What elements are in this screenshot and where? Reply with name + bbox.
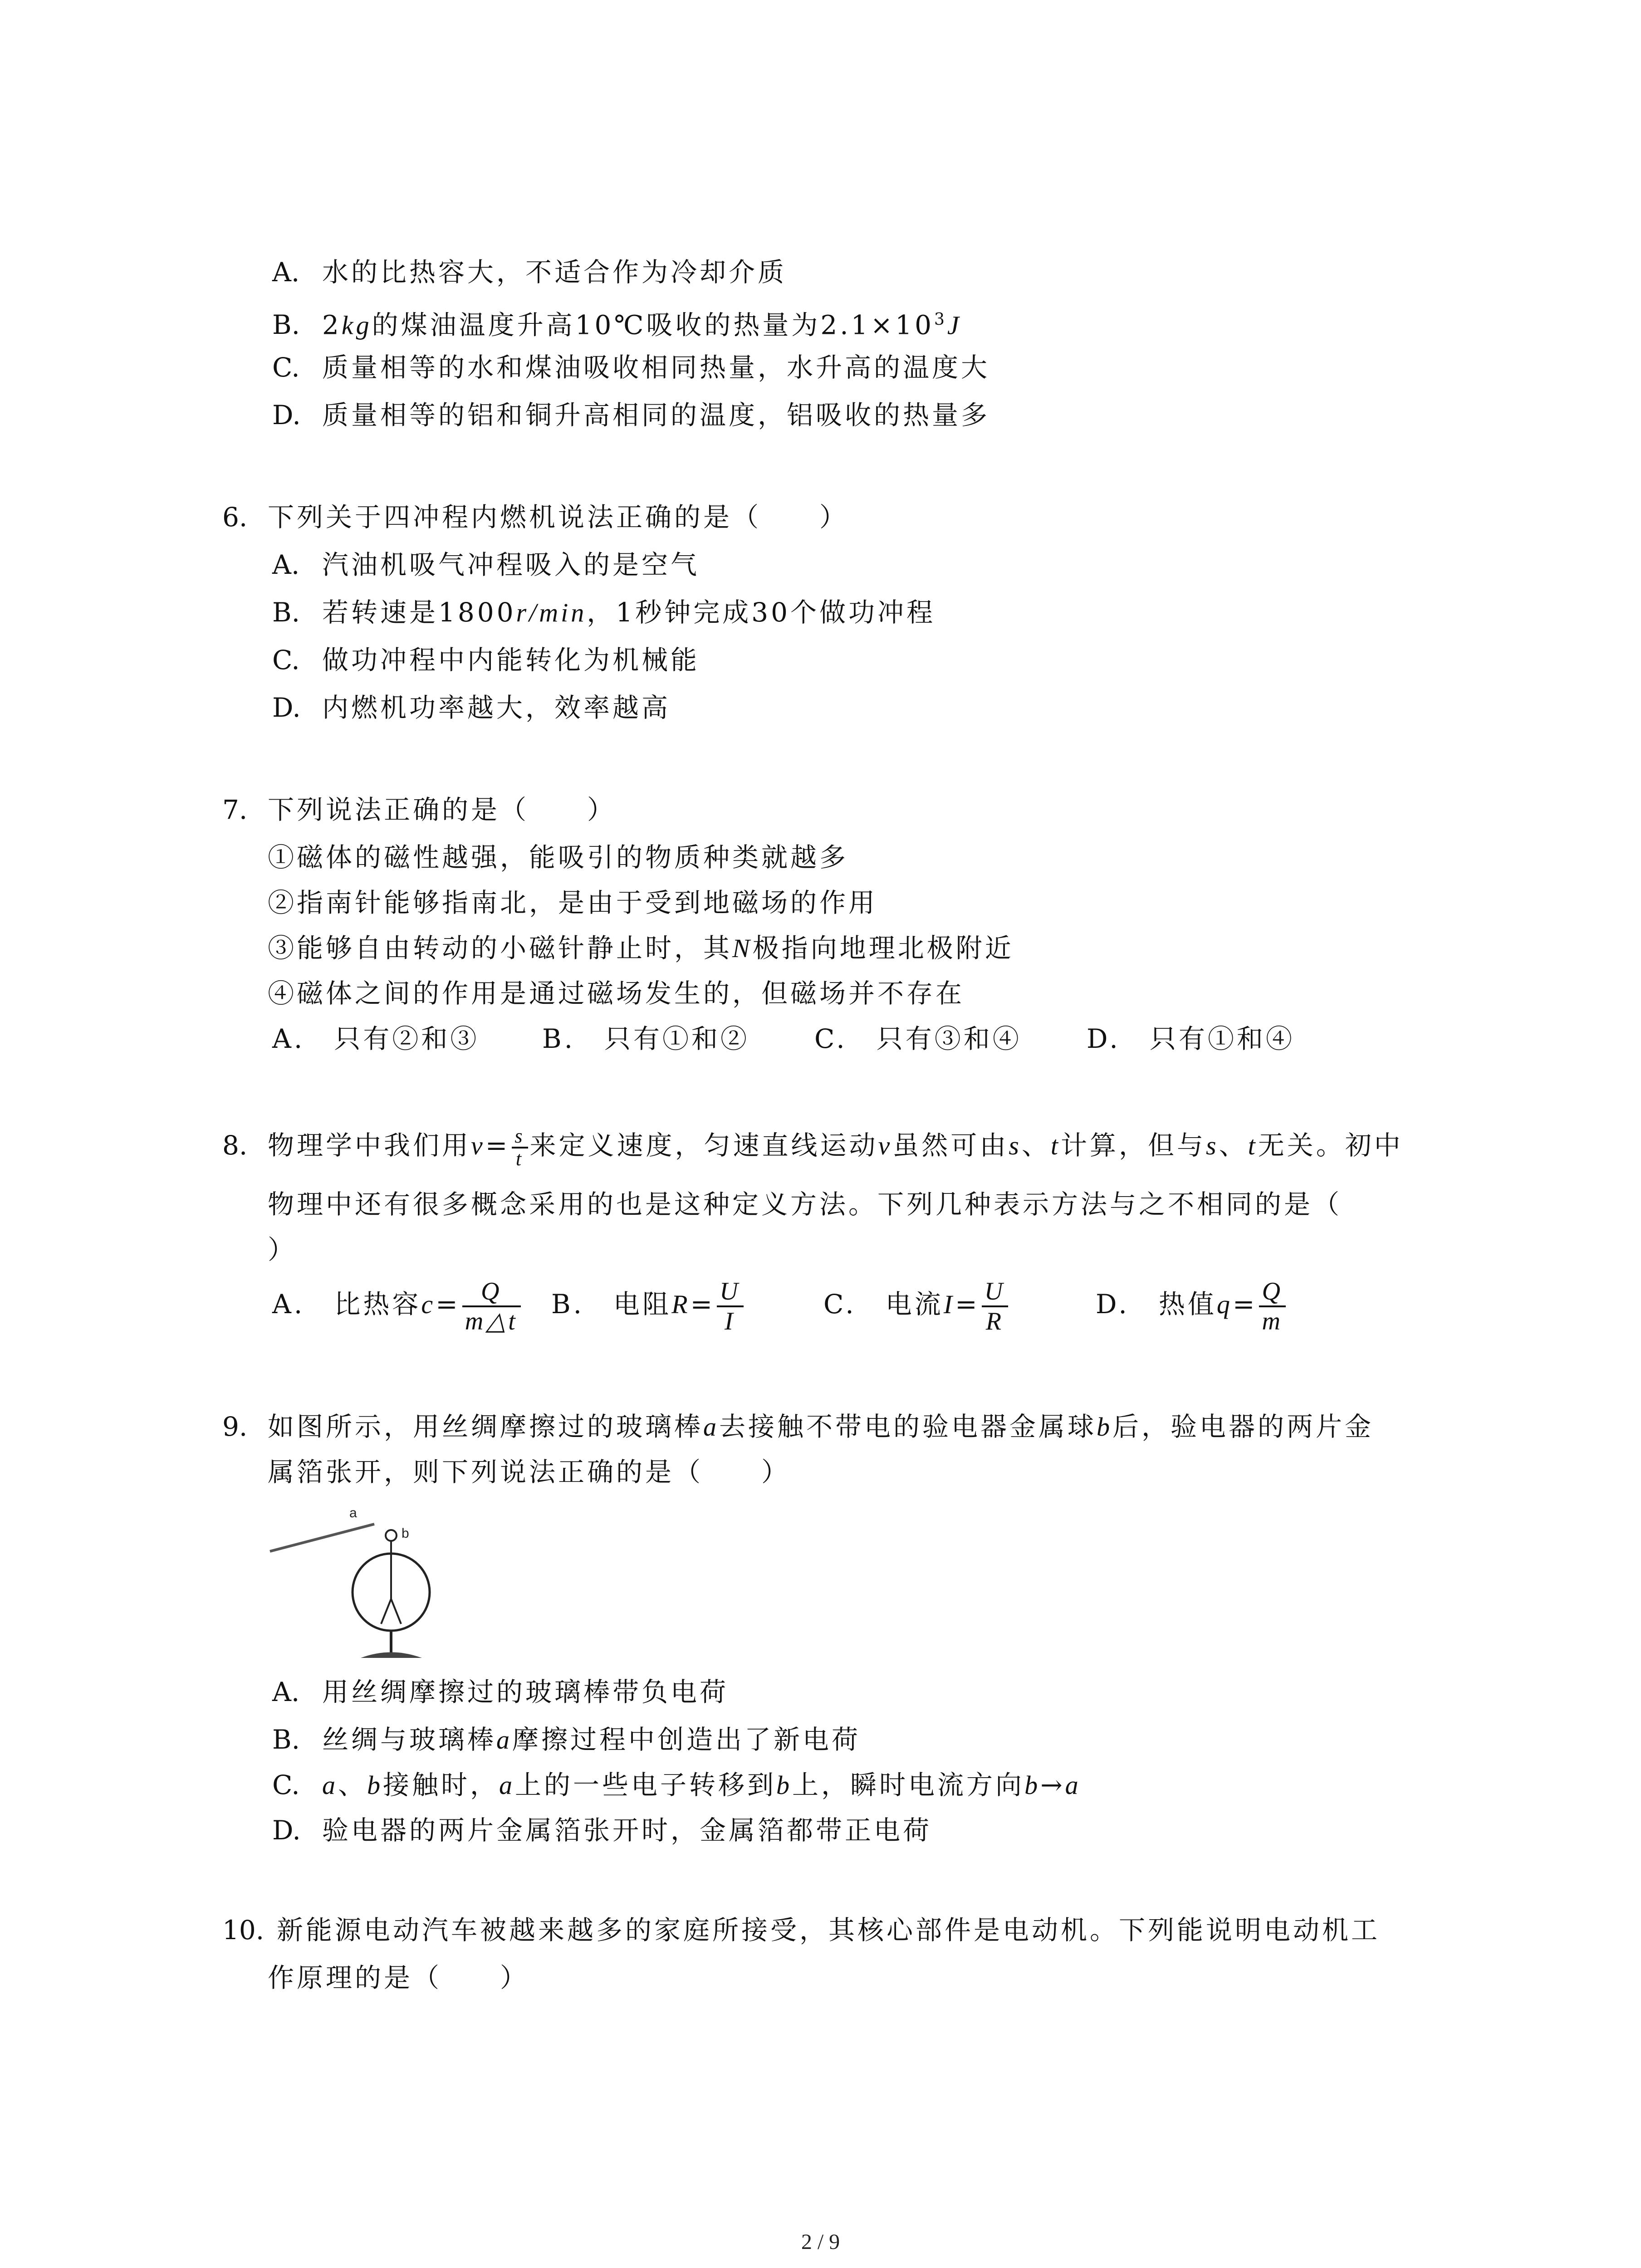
q8-option-a: A. 比热容c= $\frac{Q}{m\triangle t}$ (272, 1270, 523, 1339)
q5-option-b: B. 2kg的煤油温度升高10℃吸收的热量为$2.1\times 10^3J$ (272, 309, 962, 341)
q5-option-c: C. 质量相等的水和煤油吸收相同热量，水升高的温度大 (272, 352, 990, 383)
q7-statement-1: ①磁体的磁性越强，能吸引的物质种类就越多 (268, 842, 849, 873)
metal-ball (386, 1530, 397, 1541)
q9-option-c: C. a、b接触时，a上的一些电子转移到b上，瞬时电流方向b→a (272, 1769, 1081, 1800)
q8-stem-line-2: 物理中还有很多概念采用的也是这种定义方法。下列几种表示方法与之不相同的是（ (268, 1189, 1342, 1220)
ball-label-b: b (402, 1526, 409, 1541)
q7-option-d: D. 只有①和④ (1087, 1023, 1295, 1054)
q10-stem-line-2: 作原理的是（ ） (268, 1962, 529, 1993)
rod-label-a: a (349, 1505, 357, 1520)
q8-option-c-fraction: $\frac{U}{R}$ (982, 1277, 1008, 1335)
q5-option-d: D. 质量相等的铝和铜升高相同的温度，铝吸收的热量多 (272, 400, 990, 430)
q7-statement-3: ③能够自由转动的小磁针静止时，其N极指向地理北极附近 (268, 933, 1014, 963)
q8-option-b-fraction: $\frac{U}{I}$ (717, 1277, 743, 1335)
q7-statement-4: ④磁体之间的作用是通过磁场发生的，但磁场并不存在 (268, 978, 965, 1009)
q9-option-a: A. 用丝绸摩擦过的玻璃棒带负电荷 (272, 1677, 729, 1707)
q7-option-b: B. 只有①和② (542, 1023, 750, 1054)
q8-option-c: C. 电流I= $\frac{U}{R}$ (823, 1270, 1010, 1339)
q7-stem: 7. 下列说法正确的是（ ） (222, 794, 617, 825)
q8-option-d-fraction: $\frac{Q}{m}$ (1259, 1277, 1285, 1335)
metal-foils (381, 1599, 401, 1624)
q5-option-a: A. 水的比热容大，不适合作为冷却介质 (272, 257, 787, 288)
q6-stem: 6. 下列关于四冲程内燃机说法正确的是（ ） (222, 502, 849, 533)
q9-stem-line-2: 属箔张开，则下列说法正确的是（ ） (268, 1457, 791, 1487)
q6-option-a: A. 汽油机吸气冲程吸入的是空气 (272, 549, 700, 580)
q7-option-a: A. 只有②和③ (272, 1023, 480, 1054)
q6-option-c: C. 做功冲程中内能转化为机械能 (272, 645, 700, 675)
q8-speed-fraction: $\frac{s}{t}$ (512, 1126, 528, 1169)
q8-option-d: D. 热值q= $\frac{Q}{m}$ (1096, 1270, 1288, 1339)
q7-option-c: C. 只有③和④ (814, 1023, 1022, 1054)
stand-base (361, 1652, 422, 1658)
q9-stem-line-1: 9. 如图所示，用丝绸摩擦过的玻璃棒a去接触不带电的验电器金属球b后，验电器的两片金 (222, 1411, 1374, 1442)
q8-stem-line-3: ） (268, 1234, 297, 1265)
electroscope-figure (268, 1501, 431, 1665)
q6-option-d: D. 内燃机功率越大，效率越高 (272, 692, 671, 723)
q7-statement-2: ②指南针能够指南北，是由于受到地磁场的作用 (268, 887, 878, 918)
q9-option-d: D. 验电器的两片金属箔张开时，金属箔都带正电荷 (272, 1815, 932, 1846)
q8-stem-line-1: 8. 物理学中我们用v= $\frac{s}{t}$ 来定义速度，匀速直线运动v虽然可由s、t计算，但与s、t无关。初中 (222, 1124, 1403, 1170)
glass-rod (270, 1524, 374, 1551)
page-number: 2 / 9 (801, 2230, 840, 2254)
q8-option-b: B. 电阻R= $\frac{U}{I}$ (551, 1270, 745, 1339)
q8-option-a-fraction: $\frac{Q}{m\triangle t}$ (462, 1277, 521, 1335)
q9-option-b: B. 丝绸与玻璃棒a摩擦过程中创造出了新电荷 (272, 1724, 861, 1755)
q10-stem-line-1: 10. 新能源电动汽车被越来越多的家庭所接受，其核心部件是电动机。下列能说明电动机工 (222, 1915, 1381, 1945)
q6-option-b: B. 若转速是1800r/min，1秒钟完成30个做功冲程 (272, 597, 936, 628)
